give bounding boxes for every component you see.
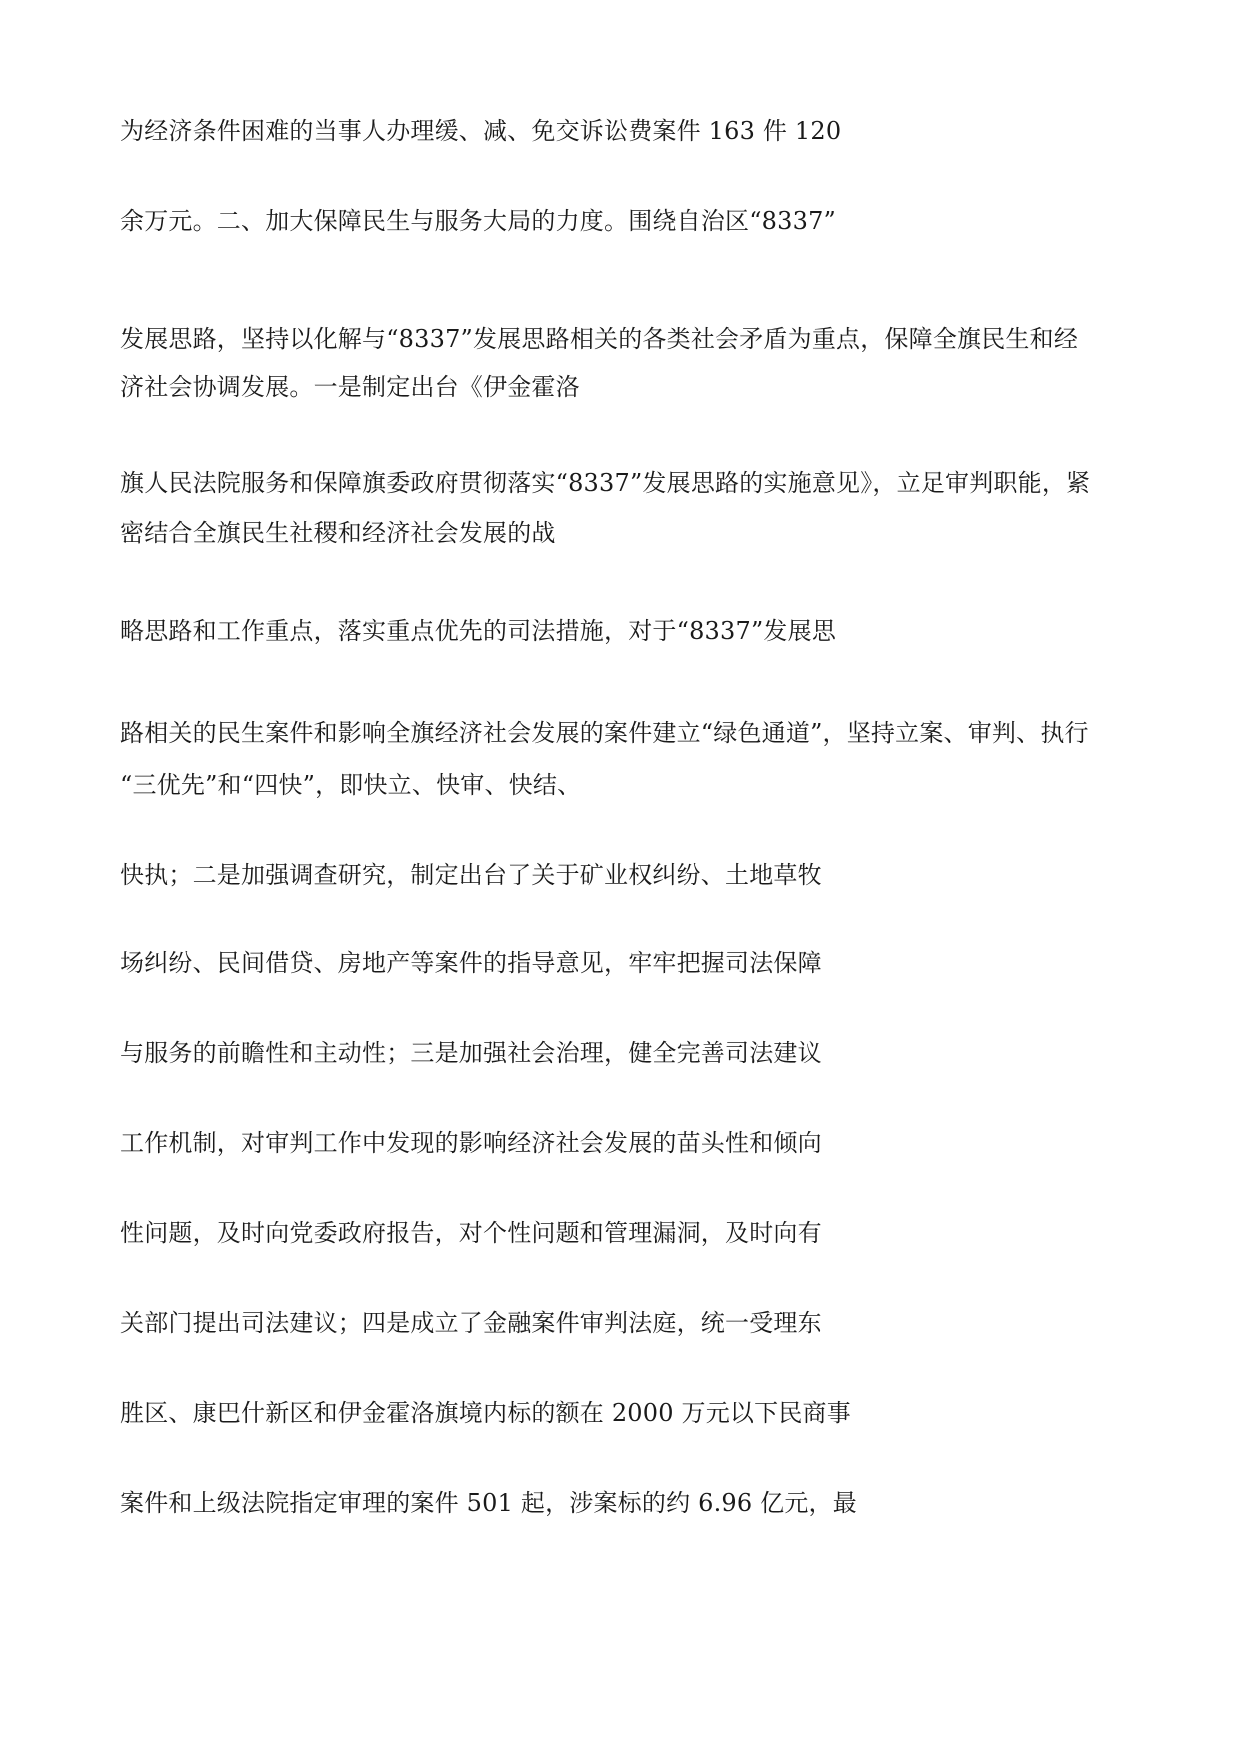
text-line: 性问题，及时向党委政府报告，对个性问题和管理漏洞，及时向有 (120, 1219, 822, 1247)
text-line: 关部门提出司法建议；四是成立了金融案件审判法庭，统一受理东 (120, 1309, 822, 1337)
text-line: 快执；二是加强调查研究，制定出台了关于矿业权纠纷、土地草牧 (120, 861, 822, 889)
text-line: 余万元。二、加大保障民生与服务大局的力度。围绕自治区“8337” (120, 207, 837, 235)
text-line: 略思路和工作重点，落实重点优先的司法措施，对于“8337”发展思 (120, 617, 837, 645)
text-line: “三优先”和“四快”，即快立、快审、快结、 (120, 771, 582, 799)
text-line: 密结合全旗民生社稷和经济社会发展的战 (120, 519, 556, 547)
text-line: 与服务的前瞻性和主动性；三是加强社会治理，健全完善司法建议 (120, 1039, 822, 1067)
text-line: 旗人民法院服务和保障旗委政府贯彻落实“8337”发展思路的实施意见》，立足审判职能，紧 (120, 469, 1091, 497)
text-line: 济社会协调发展。一是制定出台《伊金霍洛 (120, 373, 580, 401)
text-line: 路相关的民生案件和影响全旗经济社会发展的案件建立“绿色通道”，坚持立案、审判、执行 (120, 719, 1089, 747)
text-line: 发展思路，坚持以化解与“8337”发展思路相关的各类社会矛盾为重点，保障全旗民生和经 (120, 325, 1079, 353)
text-line: 为经济条件困难的当事人办理缓、减、免交诉讼费案件 163 件 120 (120, 117, 842, 145)
text-line: 案件和上级法院指定审理的案件 501 起，涉案标的约 6.96 亿元，最 (120, 1489, 857, 1517)
text-line: 胜区、康巴什新区和伊金霍洛旗境内标的额在 2000 万元以下民商事 (120, 1399, 851, 1427)
text-line: 场纠纷、民间借贷、房地产等案件的指导意见，牢牢把握司法保障 (120, 949, 822, 977)
text-line: 工作机制，对审判工作中发现的影响经济社会发展的苗头性和倾向 (120, 1129, 822, 1157)
